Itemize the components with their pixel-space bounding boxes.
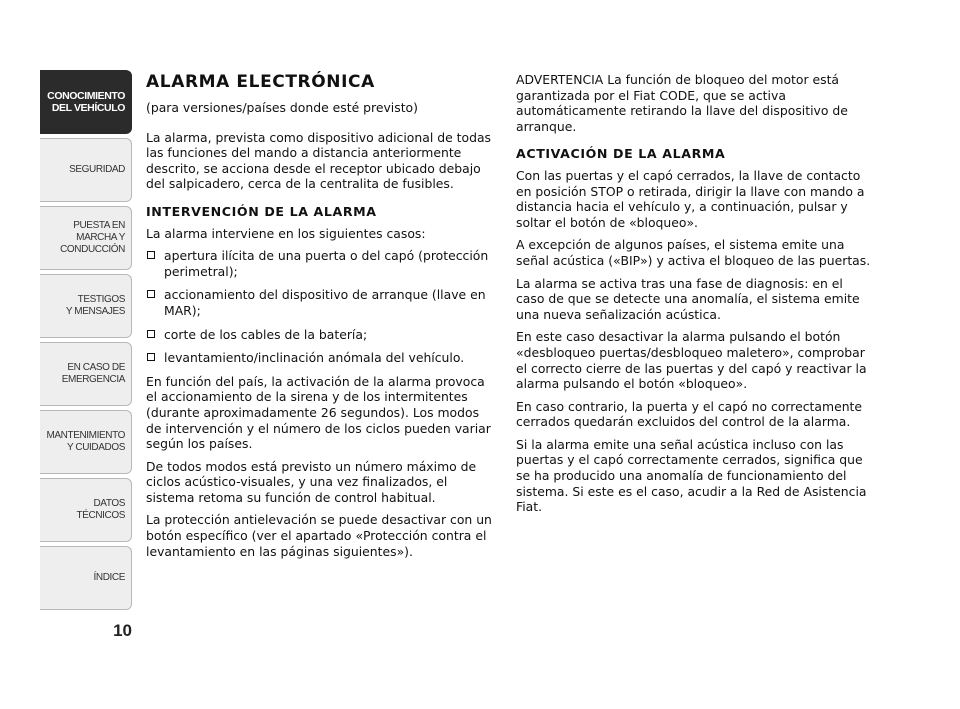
section-title: ALARMA ELECTRÓNICA: [146, 72, 375, 92]
tab-label: MANTENIMIENTO Y CUIDADOS: [46, 430, 125, 453]
body-paragraph: En caso contrario, la puerta y el capó no correctamente cerrados quedarán excluidos del control de la alarma.: [516, 398, 863, 430]
list-item-text: levantamiento/inclinación anómala del vehículo.: [164, 350, 465, 366]
body-paragraph: A excepción de algunos países, el sistema emite una señal acústica («BIP») y activa el bloqueo de las puertas.: [516, 237, 871, 268]
body-paragraph: La alarma se activa tras una fase de diagnosis: en el caso de que se detecte una anomalía, el sistema emite una nueva señalización acústica.: [516, 275, 860, 322]
checkbox-bullet-icon: [147, 353, 155, 361]
tab-datos-tecnicos[interactable]: [40, 478, 132, 542]
body-paragraph: La protección antielevación se puede desactivar con un botón específico (ver el apartado «Protección contra el levantamiento en las páginas siguientes»).: [146, 512, 492, 559]
left-column: [146, 72, 498, 566]
body-paragraph: Con las puertas y el capó cerrados, la llave de contacto en posición STOP o retirada, dirigir la llave con mando a distancia hacia el vehículo y, a continuación, pulsar y soltar el botón de «bloqueo».: [516, 167, 865, 230]
tab-puesta-en-marcha[interactable]: [40, 206, 132, 270]
section-heading: INTERVENCIÓN DE LA ALARMA: [146, 203, 377, 219]
list-item: [146, 248, 498, 279]
tab-label: ÍNDICE: [93, 572, 125, 583]
tab-label: TESTIGOS Y MENSAJES: [65, 294, 125, 317]
checkbox-bullet-icon: [147, 251, 155, 259]
tab-testigos-y-mensajes[interactable]: [40, 274, 132, 338]
page-number: 10: [113, 621, 132, 640]
tab-en-caso-de-emergencia[interactable]: [40, 342, 132, 406]
cases-list: [146, 248, 498, 366]
tab-mantenimiento[interactable]: [40, 410, 132, 474]
checkbox-bullet-icon: [147, 330, 155, 338]
list-item-text: accionamiento del dispositivo de arranque (llave en MAR);: [164, 287, 486, 318]
intro-paragraph: La alarma, prevista como dispositivo adicional de todas las funciones del mando a distancia anteriormente descrito, se acciona desde el receptor ubicado debajo del salpicadero, cerca de la centralita de fusibles.: [146, 129, 491, 192]
body-paragraph: De todos modos está previsto un número máximo de ciclos acústico-visuales, y una vez finalizados, el sistema retoma su función de control habitual.: [146, 458, 477, 505]
chapter-tabs: [40, 70, 132, 614]
warning-paragraph: ADVERTENCIA La función de bloqueo del motor está garantizada por el Fiat CODE, que se activa automáticamente retirando la llave del dispositivo de arranque.: [516, 72, 848, 134]
list-item-text: apertura ilícita de una puerta o del capó (protección perimetral);: [164, 248, 489, 279]
checkbox-bullet-icon: [147, 290, 155, 298]
body-paragraph: En este caso desactivar la alarma pulsando el botón «desbloqueo puertas/desbloqueo maletero», comprobar el correcto cierre de las puertas y del capó y reactivar la alarma pulsando el botón «bloqueo».: [516, 329, 867, 392]
body-paragraph: Si la alarma emite una señal acústica incluso con las puertas y el capó correctamente cerrados, significa que se ha producido una anomalía de funcionamiento del sistema. Si este es el caso, acudir a la Red de Asistencia Fiat.: [516, 436, 867, 515]
tab-label: DATOS TÉCNICOS: [76, 498, 125, 521]
tab-label: CONOCIMIENTO DEL VEHÍCULO: [47, 90, 125, 114]
tab-conocimiento-del-vehiculo[interactable]: [40, 70, 132, 134]
right-column: [516, 72, 872, 522]
tab-label: SEGURIDAD: [69, 164, 125, 175]
tab-seguridad[interactable]: [40, 138, 132, 202]
tab-label: PUESTA EN MARCHA Y CONDUCCIÓN: [60, 220, 125, 255]
lead-paragraph: La alarma interviene en los siguientes casos:: [146, 225, 426, 241]
list-item: [146, 287, 498, 318]
list-item: [146, 350, 498, 366]
list-item-text: corte de los cables de la batería;: [164, 326, 368, 342]
tab-label: EN CASO DE EMERGENCIA: [61, 362, 125, 385]
body-paragraph: En función del país, la activación de la alarma provoca el accionamiento de la sirena y de los intermitentes (durante aproximadamente 26 segundos). Los modos de intervención y el número de los ciclos pueden variar según los países.: [146, 373, 491, 452]
tab-indice[interactable]: [40, 546, 132, 610]
list-item: [146, 327, 498, 343]
subtitle: (para versiones/países donde esté previsto): [146, 100, 418, 115]
section-heading: ACTIVACIÓN DE LA ALARMA: [516, 146, 726, 162]
